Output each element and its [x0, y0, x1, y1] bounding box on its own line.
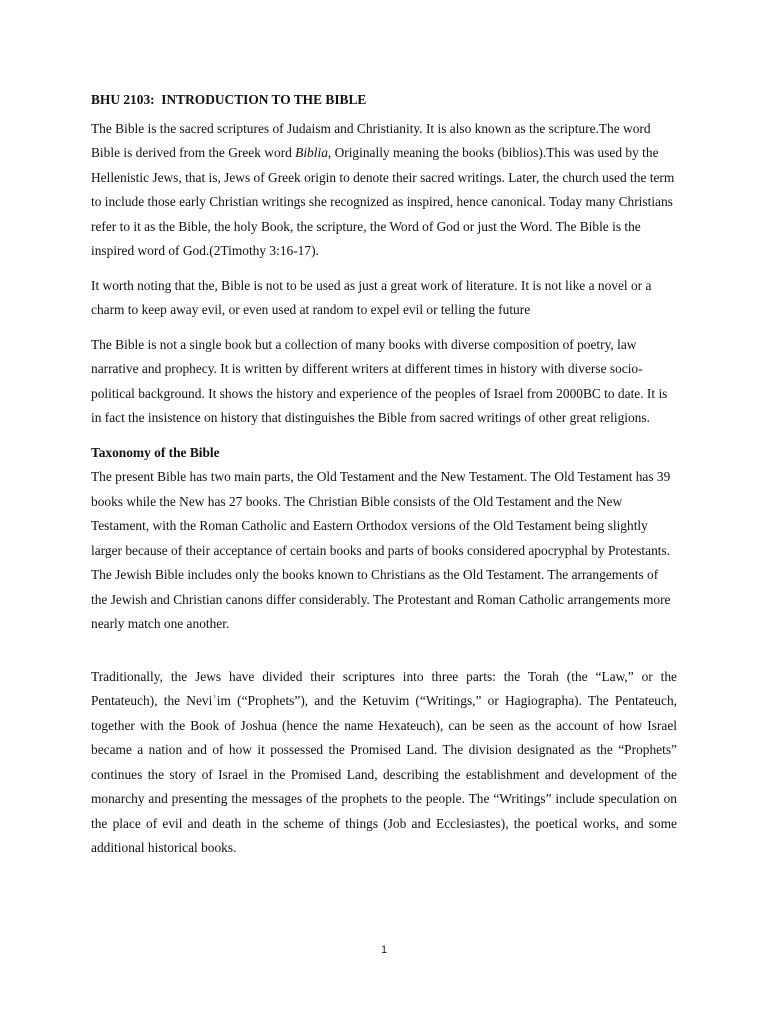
paragraph-not-literature: It worth noting that the, Bible is not to be used as just a great work of literature. It is not like a novel or a charm to keep away evil, or even used at random to expel evil or telling the future	[91, 277, 652, 317]
paragraph-jewish-divisions: Traditionally, the Jews have divided their scriptures into three parts: the Torah (the “Law,” or the Pentateuch), the Neviʾim (“Prophets”), and the Ketuvim (“Writings,” or Hagiographa). The Pentateuch, together with the Book of Joshua (hence the name Hexateuch), can be seen as the account of how Israel became a nation and of how it possessed the Promised Land. The division designated as the “Prophets” continues the story of Israel in the Promised Land, describing the establishment and development of the monarchy and presenting the messages of the prophets to the people. The “Writings” include speculation on the place of evil and death in the scheme of things (Job and Ecclesiastes), the poetical works, and some additional historical books.	[91, 668, 677, 855]
document-page	[91, 88, 677, 871]
paragraph-collection-of-books: The Bible is not a single book but a collection of many books with diverse composition of poetry, law narrative and prophecy. It is written by different writers at different times in history with diverse socio-political background. It shows the history and experience of the peoples of Israel from 2000BC to date. It is in fact the insistence on history that distinguishes the Bible from sacred writings of other great religions.	[91, 336, 668, 425]
page-number: 1	[380, 944, 388, 956]
document-title: BHU 2103: INTRODUCTION TO THE BIBLE	[91, 92, 367, 107]
blank-line	[91, 647, 677, 665]
paragraph-text: The Bible is the sacred scriptures of Judaism and Christianity. It is also known as the scripture.The word Bible is derived from the Greek word	[91, 120, 651, 160]
paragraph-text: , Originally meaning the books (biblios).This was used by the Hellenistic Jews, that is, Jews of Greek origin to denote their sacred writings. Later, the church used the term to include those early Christian writings she recognized as inspired, hence canonical. Today many Christians refer to it as the Bible, the holy Book, the scripture, the Word of God or just the Word. The Bible is the inspired word of God.(2Timothy 3:16-17).	[91, 145, 675, 258]
paragraph-two-main-parts: The present Bible has two main parts, the Old Testament and the New Testament. The Old Testament has 39 books while the New has 27 books. The Christian Bible consists of the Old Testament and the New Testament, with the Roman Catholic and Eastern Orthodox versions of the Old Testament being slightly larger because of their acceptance of certain books and parts of books considered apocryphal by Protestants. The Jewish Bible includes only the books known to Christians as the Old Testament. The arrangements of the Jewish and Christian canons differ considerably. The Protestant and Roman Catholic arrangements more nearly match one another.	[91, 469, 671, 631]
italic-word-biblia: Biblia	[295, 145, 328, 160]
paragraph-bible-definition	[91, 117, 677, 264]
section-heading-taxonomy: Taxonomy of the Bible	[91, 444, 220, 460]
